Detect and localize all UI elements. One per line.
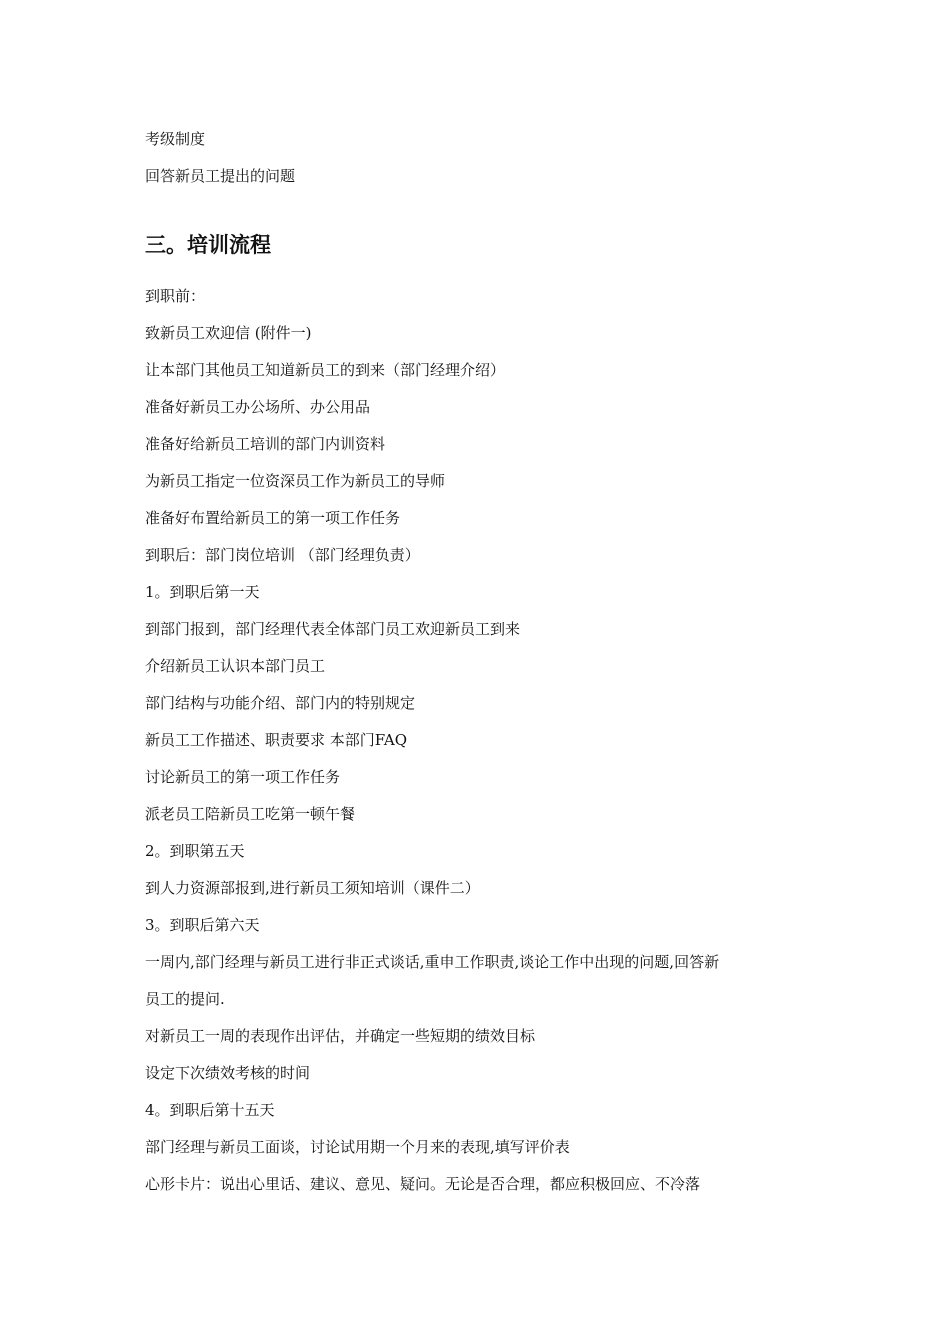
text-line: 准备好新员工办公场所、办公用品 xyxy=(145,398,371,416)
intro-block xyxy=(145,130,825,185)
text-line: 介绍新员工认识本部门员工 xyxy=(145,657,326,675)
text-line: 部门经理与新员工面谈，讨论试用期一个月来的表现,填写评价表 xyxy=(145,1138,570,1156)
text-line: 设定下次绩效考核的时间 xyxy=(145,1064,311,1082)
text-line: 3。到职后第六天 xyxy=(145,916,260,934)
text-line: 新员工工作描述、职责要求 本部门FAQ xyxy=(145,731,408,749)
text-line: 让本部门其他员工知道新员工的到来（部门经理介绍） xyxy=(145,361,506,379)
text-line: 一周内,部门经理与新员工进行非正式谈话,重申工作职责,谈论工作中出现的问题,回答新 xyxy=(145,953,720,971)
text-line: 1。到职后第一天 xyxy=(145,583,260,601)
text-line: 到部门报到，部门经理代表全体部门员工欢迎新员工到来 xyxy=(145,620,521,638)
text-line: 准备好布置给新员工的第一项工作任务 xyxy=(145,509,401,527)
training-process-list xyxy=(145,287,825,1193)
text-line: 部门结构与功能介绍、部门内的特别规定 xyxy=(145,694,416,712)
text-line: 致新员工欢迎信 (附件一) xyxy=(145,324,312,342)
intro-line-grading-system: 考级制度 xyxy=(145,130,206,148)
text-line: 为新员工指定一位资深员工作为新员工的导师 xyxy=(145,472,446,490)
text-line: 派老员工陪新员工吃第一顿午餐 xyxy=(145,805,356,823)
text-line: 2。到职第五天 xyxy=(145,842,245,860)
text-line: 准备好给新员工培训的部门内训资料 xyxy=(145,435,386,453)
text-line: 4。到职后第十五天 xyxy=(145,1101,275,1119)
section-heading-block xyxy=(145,232,825,258)
text-line: 到职后：部门岗位培训 （部门经理负责） xyxy=(145,546,420,564)
text-line: 到人力资源部报到,进行新员工须知培训（课件二） xyxy=(145,879,480,897)
text-line: 心形卡片：说出心里话、建议、意见、疑问。无论是否合理，都应积极回应、不冷落 xyxy=(145,1175,701,1193)
section-heading: 三。培训流程 xyxy=(145,233,271,257)
intro-line-answer-questions: 回答新员工提出的问题 xyxy=(145,167,296,185)
text-line: 员工的提问. xyxy=(145,990,225,1008)
text-line: 对新员工一周的表现作出评估，并确定一些短期的绩效目标 xyxy=(145,1027,536,1045)
text-line: 讨论新员工的第一项工作任务 xyxy=(145,768,341,786)
text-line: 到职前： xyxy=(145,287,206,305)
